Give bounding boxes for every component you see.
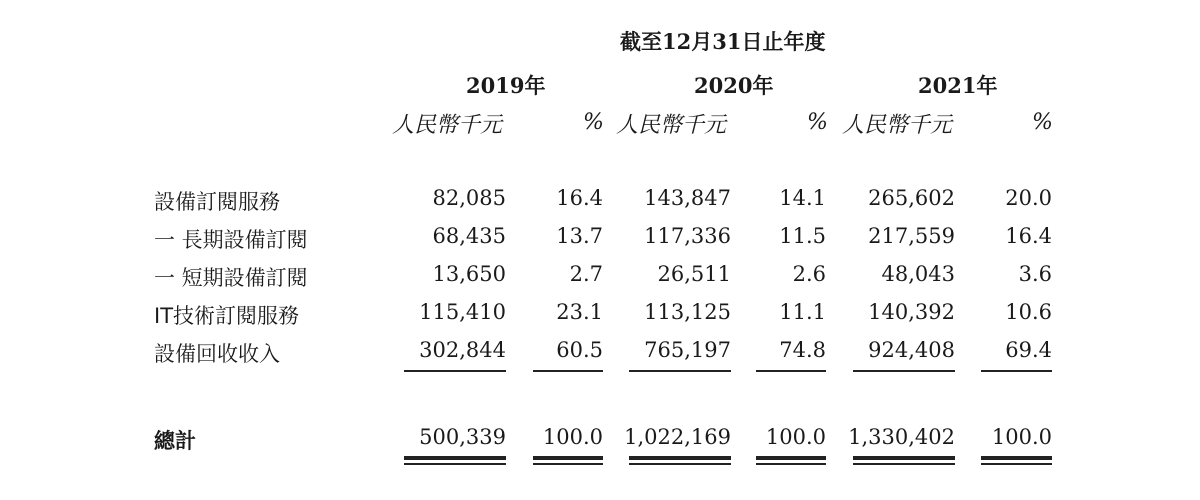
cell-2019-amount: 13,650 [432, 262, 506, 286]
total-double-rule-bottom [629, 463, 731, 465]
unit-label-2019: 人民幣千元 [392, 113, 503, 138]
subtotal-rule [756, 370, 826, 372]
unit-label-2021: 人民幣千元 [842, 113, 953, 138]
total-double-rule-bottom [981, 463, 1052, 465]
row-label: 一 長期設備訂閱 [154, 228, 308, 252]
cell-2021-pct: 16.4 [1005, 224, 1052, 248]
subtotal-rule [404, 370, 506, 372]
cell-2020-pct: 14.1 [779, 186, 826, 210]
year-2019: 2019年 [466, 73, 546, 98]
total-double-rule-top [404, 456, 506, 460]
cell-2021-amount: 48,043 [881, 262, 955, 286]
cell-2019-pct: 2.7 [569, 262, 603, 286]
cell-2019-pct: 13.7 [556, 224, 603, 248]
subtotal-rule [981, 370, 1052, 372]
total-double-rule-top [853, 456, 955, 460]
row-label: 設備訂閱服務 [154, 190, 280, 214]
total-double-rule-bottom [533, 463, 603, 465]
total-2020-pct: 100.0 [765, 425, 826, 449]
cell-2020-amount: 113,125 [644, 300, 731, 324]
subtotal-rule [853, 370, 955, 372]
total-2019-amount: 500,339 [419, 425, 506, 449]
cell-2021-pct: 69.4 [1005, 338, 1052, 362]
cell-2019-pct: 23.1 [556, 300, 603, 324]
row-label: 設備回收收入 [154, 342, 280, 366]
unit-label-2020: 人民幣千元 [616, 113, 727, 138]
total-double-rule-top [756, 456, 826, 460]
cell-2019-amount: 302,844 [419, 338, 506, 362]
cell-2020-amount: 765,197 [644, 338, 731, 362]
total-double-rule-bottom [404, 463, 506, 465]
total-2021-amount: 1,330,402 [848, 425, 955, 449]
cell-2019-amount: 68,435 [432, 224, 506, 248]
total-label: 總計 [154, 429, 196, 453]
total-double-rule-bottom [756, 463, 826, 465]
cell-2020-amount: 143,847 [644, 186, 731, 210]
cell-2021-amount: 217,559 [868, 224, 955, 248]
cell-2019-amount: 82,085 [432, 186, 506, 210]
total-2019-pct: 100.0 [542, 425, 603, 449]
pct-label-2021: % [1032, 110, 1053, 135]
cell-2021-amount: 924,408 [868, 338, 955, 362]
cell-2021-pct: 20.0 [1005, 186, 1052, 210]
total-double-rule-top [533, 456, 603, 460]
total-2020-amount: 1,022,169 [624, 425, 731, 449]
subtotal-rule [629, 370, 731, 372]
year-2020: 2020年 [694, 73, 774, 98]
total-double-rule-top [629, 456, 731, 460]
cell-2020-pct: 74.8 [779, 338, 826, 362]
period-heading-text: 截至12月31日止年度 [620, 29, 826, 54]
cell-2019-pct: 60.5 [556, 338, 603, 362]
year-2021: 2021年 [918, 73, 998, 98]
cell-2020-amount: 117,336 [644, 224, 731, 248]
subtotal-rule [533, 370, 603, 372]
pct-label-2019: % [583, 110, 604, 135]
cell-2021-amount: 140,392 [868, 300, 955, 324]
cell-2019-amount: 115,410 [419, 300, 506, 324]
cell-2020-pct: 11.5 [779, 224, 826, 248]
cell-2020-pct: 2.6 [792, 262, 826, 286]
cell-2021-pct: 3.6 [1018, 262, 1052, 286]
total-2021-pct: 100.0 [991, 425, 1052, 449]
cell-2020-pct: 11.1 [779, 300, 826, 324]
row-label: IT技術訂閱服務 [154, 304, 300, 328]
cell-2021-pct: 10.6 [1005, 300, 1052, 324]
total-double-rule-top [981, 456, 1052, 460]
cell-2020-amount: 26,511 [657, 262, 731, 286]
cell-2019-pct: 16.4 [556, 186, 603, 210]
pct-label-2020: % [807, 110, 828, 135]
total-double-rule-bottom [853, 463, 955, 465]
cell-2021-amount: 265,602 [868, 186, 955, 210]
row-label: 一 短期設備訂閱 [154, 266, 308, 290]
